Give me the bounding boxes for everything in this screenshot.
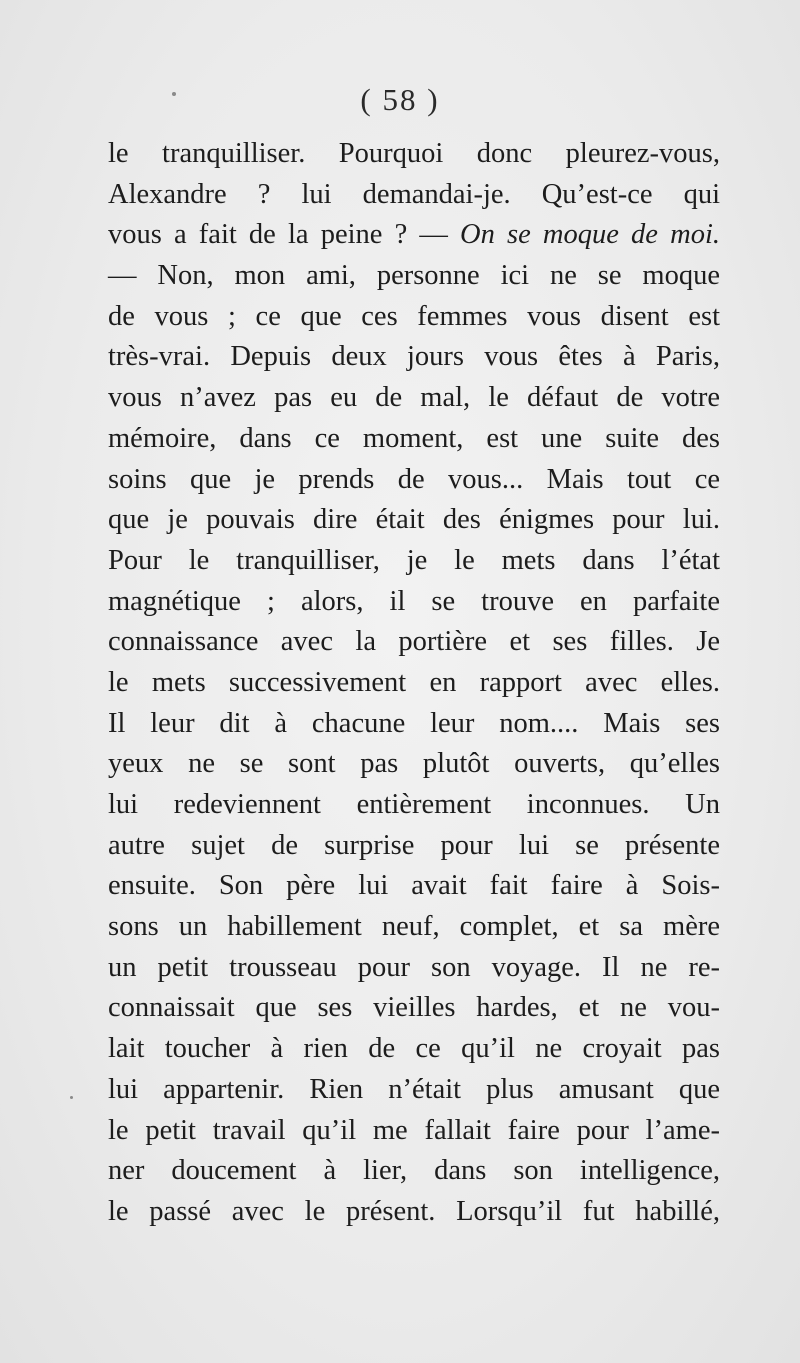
- text-line: Il leur dit à chacune leur nom.... Mais ses: [108, 707, 720, 739]
- text-line: [108, 215, 720, 256]
- text-line: lui redeviennent entièrement inconnues. Un: [108, 789, 720, 820]
- italic-quote: On se moque de moi.: [460, 219, 720, 251]
- text-line: un petit trousseau pour son voyage. Il ne re-: [108, 951, 720, 983]
- body-text: [108, 134, 720, 1233]
- text-line: que je pouvais dire était des énigmes pour lui.: [108, 504, 720, 536]
- text-line: connaissance avec la portière et ses filles. Je: [108, 626, 720, 658]
- text-line: autre sujet de surprise pour lui se présente: [108, 829, 720, 861]
- text-line: lui appartenir. Rien n’était plus amusant que: [108, 1073, 720, 1105]
- text-line: ner doucement à lier, dans son intelligence,: [108, 1155, 720, 1187]
- text-line: le tranquilliser. Pourquoi donc pleurez-vous,: [108, 138, 720, 169]
- text-line: très-vrai. Depuis deux jours vous êtes à Paris,: [108, 341, 720, 373]
- text-line: Pour le tranquilliser, je le mets dans l’état: [108, 544, 720, 576]
- text-line: magnétique ; alors, il se trouve en parfaite: [108, 585, 720, 617]
- text-line: mémoire, dans ce moment, est une suite des: [108, 422, 720, 454]
- text-line: lait toucher à rien de ce qu’il ne croyait pas: [108, 1033, 720, 1065]
- text-line: le mets successivement en rapport avec elles.: [108, 666, 720, 698]
- text-line: de vous ; ce que ces femmes vous disent est: [108, 300, 720, 332]
- paper-speck: [70, 1096, 73, 1099]
- text-line: le passé avec le présent. Lorsqu’il fut habillé,: [108, 1195, 720, 1227]
- text-line: sons un habillement neuf, complet, et sa mère: [108, 911, 720, 943]
- text-line: le petit travail qu’il me fallait faire pour l’ame-: [108, 1114, 720, 1146]
- page-number: ( 58 ): [360, 82, 440, 117]
- text-line: soins que je prends de vous... Mais tout ce: [108, 463, 720, 495]
- text-line: ensuite. Son père lui avait fait faire à Sois-: [108, 870, 720, 902]
- text-line: connaissait que ses vieilles hardes, et ne vou-: [108, 992, 720, 1024]
- text-line-roman: vous a fait de la peine ? —: [108, 219, 448, 251]
- text-line: Alexandre ? lui demandai-je. Qu’est-ce qui: [108, 178, 720, 210]
- text-line: vous n’avez pas eu de mal, le défaut de votre: [108, 382, 720, 414]
- text-line: — Non, mon ami, personne ici ne se moque: [108, 260, 720, 292]
- text-line: yeux ne se sont pas plutôt ouverts, qu’elles: [108, 748, 720, 780]
